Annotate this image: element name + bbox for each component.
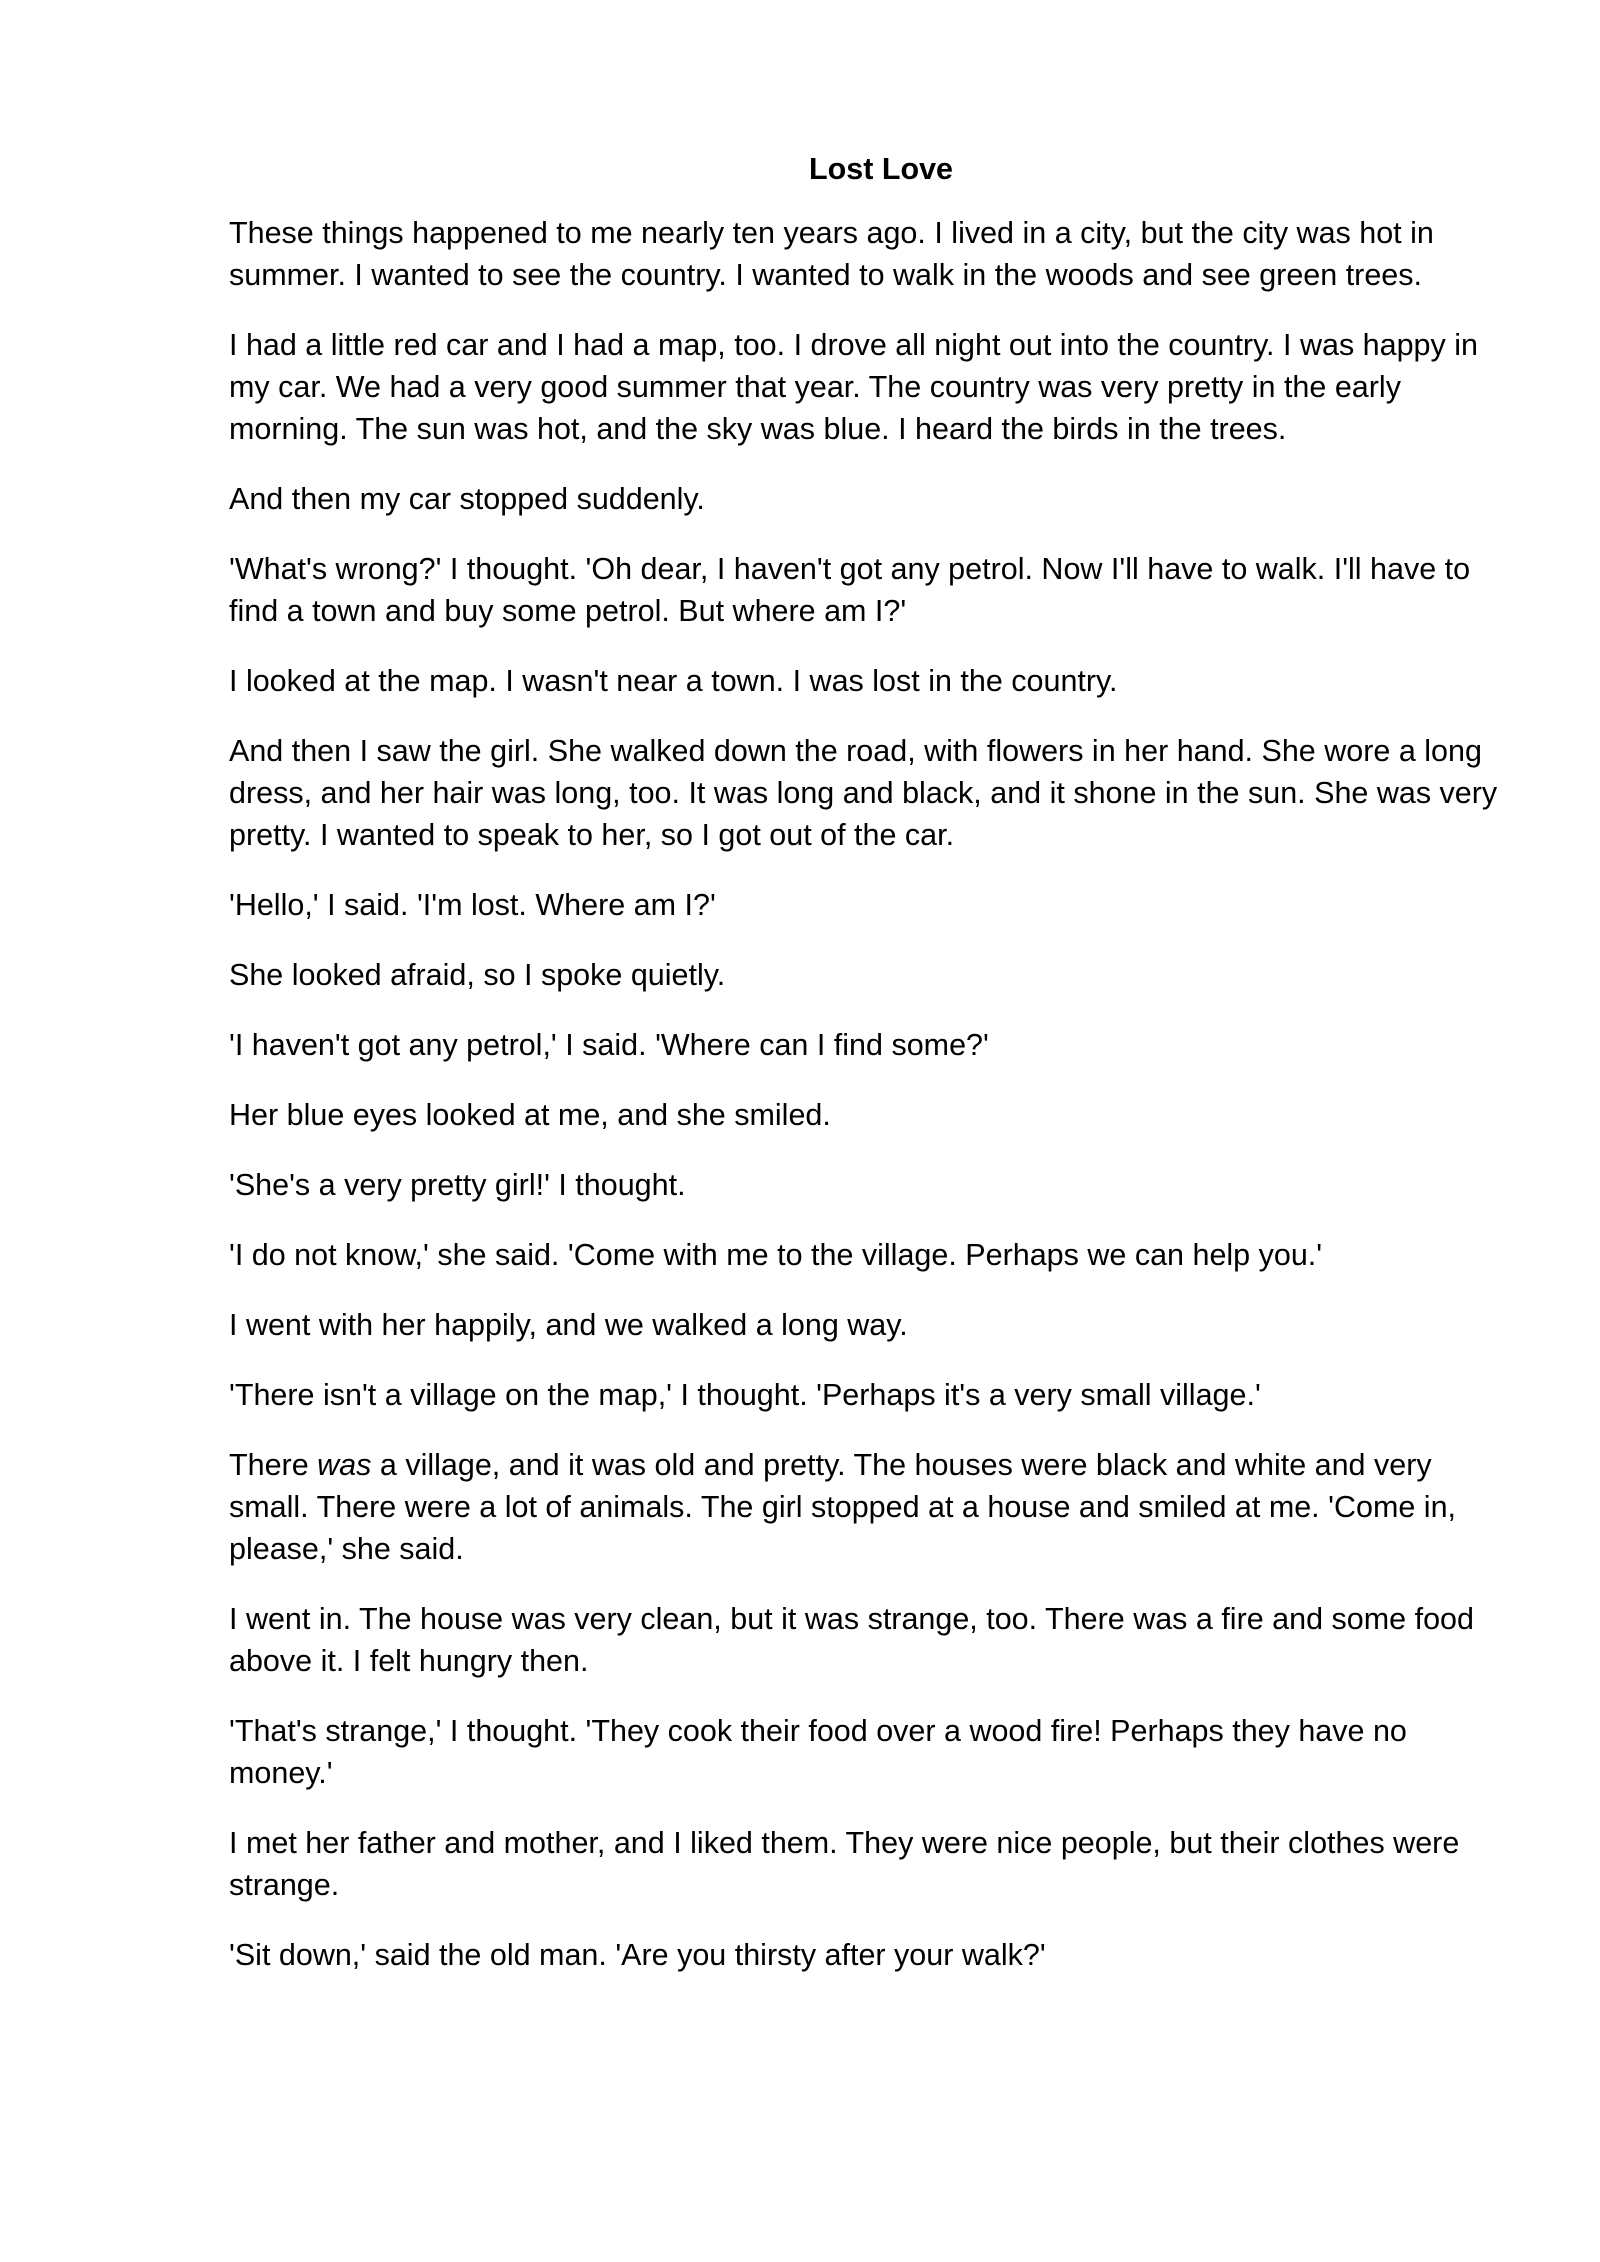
document-title: Lost Love bbox=[808, 152, 954, 186]
paragraph-village bbox=[229, 1444, 1509, 1570]
emphasis-text: was bbox=[317, 1448, 372, 1482]
paragraph: She looked afraid, so I spoke quietly. bbox=[229, 958, 726, 992]
paragraph-text: There bbox=[229, 1448, 318, 1482]
paragraph: I went with her happily, and we walked a long way. bbox=[229, 1308, 908, 1342]
paragraph: I went in. The house was very clean, but it was strange, too. There was a fire and some food above it. I felt hungry then. bbox=[229, 1602, 1474, 1678]
paragraph: 'I haven't got any petrol,' I said. 'Where can I find some?' bbox=[229, 1028, 989, 1062]
paragraph: 'I do not know,' she said. 'Come with me to the village. Perhaps we can help you.' bbox=[229, 1238, 1323, 1272]
paragraph: Her blue eyes looked at me, and she smiled. bbox=[229, 1098, 831, 1132]
paragraph: 'There isn't a village on the map,' I thought. 'Perhaps it's a very small village.' bbox=[229, 1378, 1261, 1412]
paragraph: And then my car stopped suddenly. bbox=[229, 482, 705, 516]
paragraph: 'She's a very pretty girl!' I thought. bbox=[229, 1168, 686, 1202]
paragraph: I had a little red car and I had a map, too. I drove all night out into the country. I was happy in my car. We had a very good summer that year. The country was very pretty in the early morning. The sun was hot, and the sky was blue. I heard the birds in the trees. bbox=[229, 328, 1478, 446]
paragraph-text: a village, and it was old and pretty. The houses were black and white and very small. There were a lot of animals. The girl stopped at a house and smiled at me. 'Come in, please,' she said. bbox=[229, 1448, 1456, 1566]
paragraph: 'Sit down,' said the old man. 'Are you thirsty after your walk?' bbox=[229, 1938, 1046, 1972]
paragraph: 'That's strange,' I thought. 'They cook their food over a wood fire! Perhaps they have no money.' bbox=[229, 1714, 1407, 1790]
document-page bbox=[229, 148, 1509, 2004]
paragraph: These things happened to me nearly ten years ago. I lived in a city, but the city was hot in summer. I wanted to see the country. I wanted to walk in the woods and see green trees. bbox=[229, 216, 1434, 292]
paragraph: 'What's wrong?' I thought. 'Oh dear, I haven't got any petrol. Now I'll have to walk. I'll have to find a town and buy some petrol. But where am I?' bbox=[229, 552, 1471, 628]
paragraph: I met her father and mother, and I liked them. They were nice people, but their clothes were strange. bbox=[229, 1826, 1460, 1902]
paragraph: 'Hello,' I said. 'I'm lost. Where am I?' bbox=[229, 888, 716, 922]
paragraph: I looked at the map. I wasn't near a town. I was lost in the country. bbox=[229, 664, 1118, 698]
paragraph: And then I saw the girl. She walked down the road, with flowers in her hand. She wore a long dress, and her hair was long, too. It was long and black, and it shone in the sun. She was very pretty. I wanted to speak to her, so I got out of the car. bbox=[229, 734, 1498, 852]
